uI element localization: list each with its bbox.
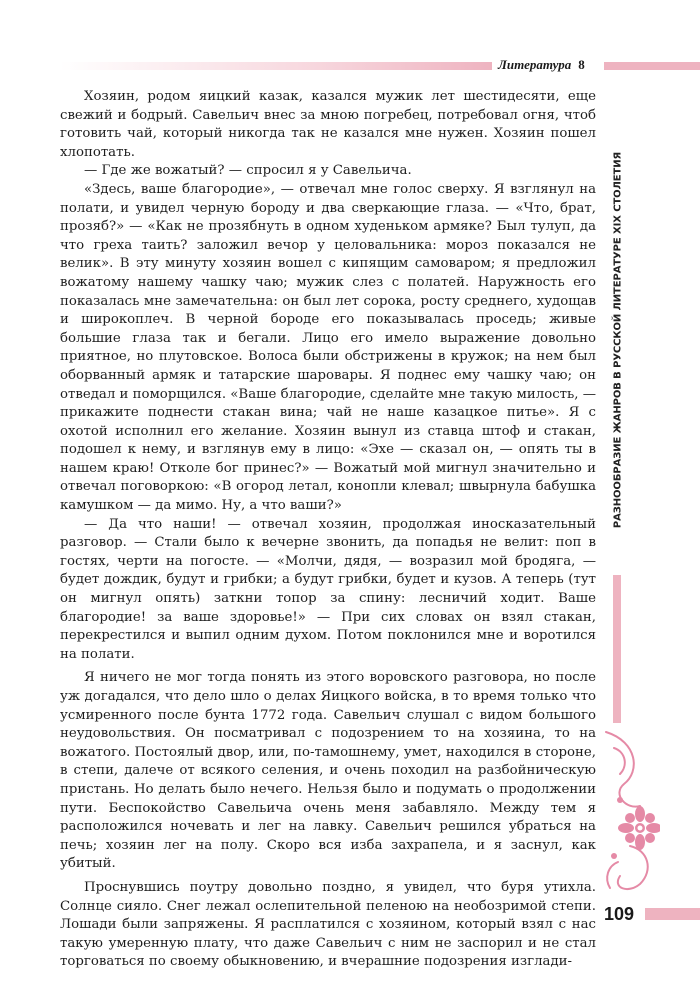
header-subject: Литература bbox=[498, 57, 572, 72]
header-decor-bar bbox=[60, 62, 492, 70]
running-header bbox=[498, 55, 585, 75]
section-title-text: РАЗНООБРАЗИЕ ЖАНРОВ В РУССКОЙ ЛИТЕРАТУРЕ XIX СТОЛЕТИЯ bbox=[612, 151, 624, 529]
paragraph: «Здесь, ваше благородие», — отвечал мне голос сверху. Я взглянул на полати, и увидел черную бороду и два сверкающие глаза. — «Что, брат, прозяб?» — «Как не прозябнуть в одном худеньком армяке? Был тулуп, да что греха таить? заложил вечор у целовальника: мороз показался не велик». В эту минуту хозяин вошел с кипящим самоваром; я предложил вожатому нашему чашку чаю; мужик слез с полатей. Наружность его показалась мне замечательна: он был лет сорока, росту среднего, худощав и широкоплеч. В черной бороде его показывалась проседь; живые большие глаза так и бегали. Лицо его имело выражение довольно приятное, но плутовское. Волоса были обстрижены в кружок; на нем был оборванный армяк и татарские шаровары. Я поднес ему чашку чаю; он отведал и поморщился. «Ваше благородие, сделайте мне такую милость, — прикажите поднести стакан вина; чай не наше казацкое питье». Я с охотой исполнил его желание. Хозяин вынул из ставца штоф и стакан, подошел к нему, и взглянув ему в лицо: «Эхе — сказал он, — опять ты в нашем краю! Отколе бог принес?» — Вожатый мой мигнул значительно и отвечал поговоркою: «В огород летал, конопли клевал; швырнула бабушка камушком — да мимо. Ну, а что ваши?» bbox=[60, 181, 596, 514]
header-decor-bar-right bbox=[604, 62, 700, 70]
floral-ornament-icon bbox=[600, 728, 660, 898]
paragraph: — Где же вожатый? — спросил я у Савельича. bbox=[84, 163, 412, 179]
side-decor-bar bbox=[613, 575, 621, 723]
footer-decor-bar bbox=[645, 908, 700, 920]
paragraph: Хозяин, родом яицкий казак, казался мужик лет шестидесяти, еще свежий и бодрый. Савельич внес за мною погребец, потребовал огня, чтоб готовить чай, который никогда так не казался мне нужен. Хозяин пошел хлопотать. bbox=[60, 89, 596, 160]
paragraph: Проснувшись поутру довольно поздно, я увидел, что буря утихла. Солнце сияло. Снег лежал ослепительной пеленою на необозримой степи. Лошади были запряжены. Я расплатился с хозяином, который взял с нас такую умеренную плату, что даже Савельич с ним не заспорил и не стал торговаться по своему обыкновению, и вчерашние подозрения изглади- bbox=[60, 879, 596, 970]
page-number: 109 bbox=[604, 904, 635, 924]
paragraph: — Да что наши! — отвечал хозяин, продолжая иносказательный разговор. — Стали было к вечерне звонить, да попадья не велит: поп в гостях, черти на погосте. — «Молчи, дядя, — возразил мой бродяга, — будет дождик, будут и грибки; а будут грибки, будет и кузов. А теперь (тут он мигнул опять) заткни топор за спину: лесничий ходит. Ваше благородие! за ваше здоровье!» — При сих словах он взял стакан, перекрестился и выпил одним духом. Потом поклонился мне и воротился на полати. bbox=[60, 516, 596, 662]
body-text bbox=[60, 88, 596, 972]
paragraph: Я ничего не мог тогда понять из этого воровского разговора, но после уж догадался, что дело шло о делах Яицкого войска, в то время только что усмиренного после бунта 1772 года. Савельич слушал с видом большого неудовольствия. Он посматривал с подозрением то на хозяина, то на вожатого. Постоялый двор, или, по-тамошнему, умет, находился в стороне, в степи, далече от всякого селения, и очень походил на разбойническую пристань. Но делать было нечего. Нельзя было и подумать о продолжении пути. Беспокойство Савельича очень меня забавляло. Между тем я расположился ночевать и лег на лавку. Савельич решился убраться на печь; хозяин лег на полу. Скоро вся изба захрапела, и я заснул, как убитый. bbox=[60, 670, 596, 872]
header-grade: 8 bbox=[578, 57, 585, 72]
section-title-vertical bbox=[606, 120, 630, 560]
